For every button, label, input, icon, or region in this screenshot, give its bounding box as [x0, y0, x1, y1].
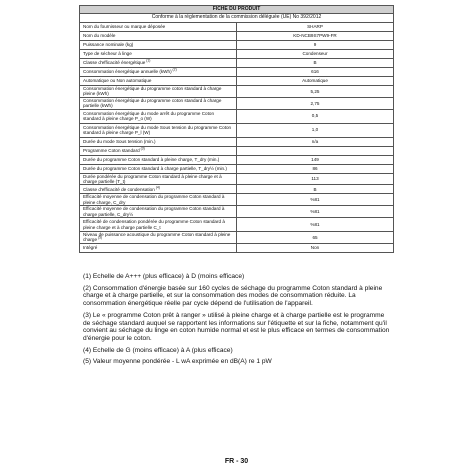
row-value: 0,5	[237, 109, 394, 123]
row-label: Type de sécheur à linge	[80, 50, 237, 59]
table-row	[80, 109, 394, 123]
table-row	[80, 86, 394, 98]
row-value: KD-NCB9S7PW9-FR	[237, 32, 394, 41]
table-row	[80, 146, 394, 155]
table-row	[80, 32, 394, 41]
table-row	[80, 77, 394, 86]
row-label: Durée du programme Coton standard à charge partielle, T_dry½ (min.)	[80, 164, 237, 173]
row-value: SHARP	[237, 23, 394, 32]
row-value: 5,25	[237, 86, 394, 98]
footnote-reference: (2)	[171, 67, 177, 72]
regulation-reference: Conforme à la réglementation de la commission déléguée (UE) No 392/2012	[80, 14, 394, 23]
footnotes	[83, 273, 393, 370]
table-header-row	[80, 6, 394, 14]
footnote-5: (5) Valeur moyenne pondérée - L wA exprimée en dB(A) re 1 pW	[83, 358, 272, 366]
row-label: Consommation énergétique du mode Sous tension du programme Coton standard à pleine charge P_l (W)	[80, 123, 237, 137]
row-label: Consommation énergétique annuelle (kWh) $^{(2)}$	[80, 68, 237, 77]
row-value: %81	[237, 206, 394, 218]
table-row	[80, 23, 394, 32]
row-value: 113	[237, 173, 394, 185]
row-label: Classe d'efficacité de condensation $^{(4)}$	[80, 185, 237, 194]
row-value: %81	[237, 218, 394, 232]
footnote-reference: (4)	[154, 185, 160, 190]
table-row	[80, 164, 394, 173]
row-value: 65	[237, 232, 394, 244]
row-label: Durée du programme Coton standard à pleine charge, T_dry (min.)	[80, 155, 237, 164]
page-number: FR - 30	[224, 458, 249, 465]
row-value: 149	[237, 155, 394, 164]
footnote-4: (4) Echelle de G (moins efficace) à A (plus efficace)	[83, 346, 233, 354]
footnote-reference: (5)	[97, 235, 103, 240]
row-value: 86	[237, 164, 394, 173]
row-value: %81	[237, 194, 394, 206]
table-row	[80, 123, 394, 137]
row-label: Classe d'efficacité énergétique $^{(1)}$	[80, 59, 237, 68]
row-value: B	[237, 59, 394, 68]
footnote-3: (3) Le « programme Coton prêt à ranger » utilisé à pleine charge et à charge partielle est le programme de séchage standard auquel se rapportent les informations sur l'étiquette et sur la fiche, notamment qu'il convient au séchage du linge en coton humide normal et est le plus efficace en termes de consommation d'énergie pour le coton.	[83, 311, 390, 342]
row-label: Puissance nominale (kg)	[80, 41, 237, 50]
footnote-1: (1) Echelle de A+++ (plus efficace) à D (moins efficace)	[83, 273, 245, 280]
table-title: FICHE DU PRODUIT	[80, 6, 394, 14]
row-value: Non	[237, 243, 394, 252]
row-value: B	[237, 185, 394, 194]
row-value: 9	[237, 41, 394, 50]
row-label: Automatique ou Non automatique	[80, 77, 237, 86]
row-label: Niveau de puissance acoustique du programme Coton standard à pleine charge $^{(5)}$	[80, 232, 237, 244]
table-row	[80, 68, 394, 77]
product-fiche-table	[79, 5, 394, 253]
table-row	[80, 185, 394, 194]
table-row	[80, 194, 394, 206]
table-row	[80, 41, 394, 50]
table-row	[80, 59, 394, 68]
footnote-reference: (3)	[139, 146, 145, 151]
row-label: Efficacité de condensation pondérée du programme Coton standard à pleine charge et à charge partielle C_t	[80, 218, 237, 232]
table-row	[80, 232, 394, 244]
footnote-reference: (1)	[145, 58, 151, 63]
table-row	[80, 155, 394, 164]
table-row	[80, 218, 394, 232]
row-label: Intégré	[80, 243, 237, 252]
row-value	[237, 146, 394, 155]
row-value: Automatique	[237, 77, 394, 86]
table-row	[80, 137, 394, 146]
row-value: Condenseur	[237, 50, 394, 59]
row-label: Consommation énergétique du mode arrêt du programme Coton standard à pleine charge P_o (W)	[80, 109, 237, 123]
row-label: Programme Coton standard $^{(3)}$	[80, 146, 237, 155]
row-value: 616	[237, 68, 394, 77]
row-value: 2,75	[237, 97, 394, 109]
row-label: Consommation énergétique du programme coton standard à charge pleine (kWh)	[80, 86, 237, 98]
row-label: Nom du modèle	[80, 32, 237, 41]
table-row	[80, 97, 394, 109]
row-label: Nom du fournisseur ou marque déposée	[80, 23, 237, 32]
row-value: 1,0	[237, 123, 394, 137]
row-label: Consommation énergétique du programme coton standard à charge partielle (kWh)	[80, 97, 237, 109]
footnote-2: (2) Consommation d'énergie basée sur 160 cycles de séchage du programme Coton standard à pleine charge et à charge partielle, et sur la consommation des modes de consommation réduite. La consommation énergétique réelle par cycle dépend de l'utilisation de l'appareil.	[83, 284, 383, 308]
row-label: Efficacité moyenne de condensation du programme Coton standard à pleine charge, C_dry	[80, 194, 237, 206]
row-label: Efficacité moyenne de condensation du programme Coton standard à charge partielle, C_dry½	[80, 206, 237, 218]
table-row	[80, 243, 394, 252]
row-value: n/a	[237, 137, 394, 146]
product-fiche	[79, 5, 394, 253]
table-row	[80, 206, 394, 218]
row-label: Durée pondérée du programme Coton standard à pleine charge et à charge partielle (T_t)	[80, 173, 237, 185]
table-row	[80, 173, 394, 185]
table-row	[80, 50, 394, 59]
table-subheader-row	[80, 14, 394, 23]
row-label: Durée du mode Sous tension (min.)	[80, 137, 237, 146]
